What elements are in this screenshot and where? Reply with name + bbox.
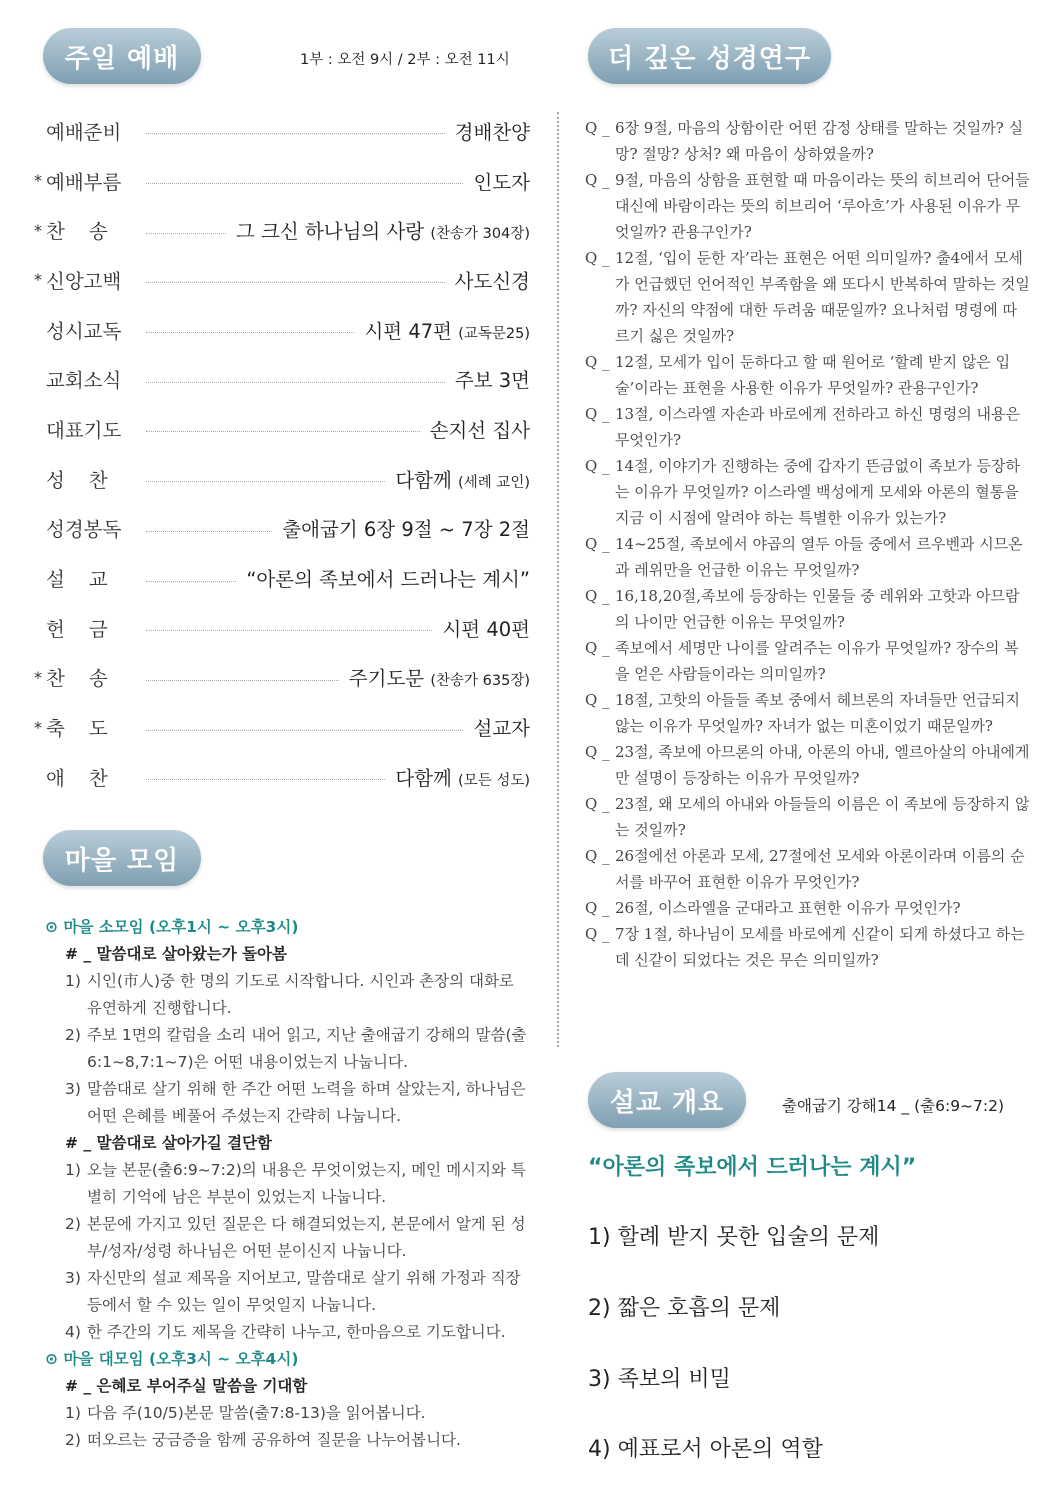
question-marker: Q _ [585, 847, 610, 865]
item-text: 자신만의 설교 제목을 지어보고, 말씀대로 살기 위해 가정과 직장 등에서 할 수 있는 일이 무엇일지 나눕니다. [87, 1269, 521, 1314]
worship-item-value [455, 266, 530, 294]
worship-item-note: (찬송가 304장) [430, 226, 530, 243]
required-star: * [34, 270, 42, 290]
worship-order-row [30, 305, 530, 355]
question-text: 26절에선 아론과 모세, 27절에선 모세와 아론이라며 이름의 순서를 바꾸어 표현한 이유가 무엇인가? [615, 847, 1025, 891]
study-question [585, 687, 1030, 739]
worship-order-row [30, 504, 530, 554]
dotted-leader [146, 581, 236, 582]
small-group-sec2: # _ 말씀대로 살아가길 결단함 [65, 1134, 273, 1152]
worship-item-value [430, 415, 530, 443]
worship-item-note: (교독문25) [458, 325, 530, 342]
question-text: 23절, 족보에 아므론의 아내, 아론의 아내, 엘르아살의 아내에게만 설명이 등장하는 이유가 무엇일까? [615, 743, 1030, 787]
item-number: 1) [65, 1404, 81, 1422]
study-question [585, 843, 1030, 895]
worship-item-main: 손지선 집사 [429, 418, 530, 442]
sermon-point: 1) 할례 받지 못한 입술의 문제 [588, 1225, 880, 1250]
question-text: 12절, 모세가 입이 둔하다고 할 때 원어로 ‘할례 받지 않은 입술’이라는 표현을 사용한 이유가 무엇일까? 관용구인가? [615, 353, 1011, 397]
large-group-heading: ⊙ 마을 대모임 (오후3시 ~ 오후4시) [45, 1350, 299, 1368]
worship-item-label: 헌금 [46, 617, 132, 641]
worship-order-row [30, 752, 530, 802]
worship-order-row [30, 205, 530, 255]
question-marker: Q _ [585, 925, 610, 943]
worship-item-value [246, 564, 530, 592]
sermon-point: 4) 예표로서 아론의 역할 [588, 1437, 823, 1462]
dotted-leader [146, 332, 354, 333]
sermon-header: 설교 개요 [588, 1072, 746, 1128]
worship-item-label: 설교 [46, 568, 132, 592]
item-number: 1) [65, 1161, 81, 1179]
worship-item-label: 성경봉독 [46, 518, 122, 542]
item-number: 1) [65, 972, 81, 990]
study-question [585, 401, 1030, 453]
question-marker: Q _ [585, 535, 610, 553]
worship-item-main: 사도신경 [454, 269, 530, 293]
study-question [585, 167, 1030, 245]
worship-order-row [30, 454, 530, 504]
village-list-item [45, 1265, 530, 1319]
study-question [585, 635, 1030, 687]
worship-item-main: 설교자 [473, 717, 530, 741]
worship-item-label: 찬송 [46, 667, 132, 691]
required-star: * [34, 717, 42, 737]
worship-item-note: (세례 교인) [458, 474, 530, 491]
worship-item-label: 축도 [46, 717, 132, 741]
village-header: 마을 모임 [43, 830, 201, 886]
study-header: 더 깊은 성경연구 [588, 28, 831, 84]
item-number: 2) [65, 1215, 81, 1233]
worship-order-row [30, 603, 530, 653]
dotted-leader [146, 183, 463, 184]
worship-item-main: “아론의 족보에서 드러나는 계시” [246, 568, 530, 592]
dotted-leader [146, 431, 420, 432]
worship-item-value [236, 216, 530, 244]
item-text: 떠오르는 궁금증을 함께 공유하여 질문을 나누어봅니다. [87, 1431, 461, 1449]
study-question [585, 115, 1030, 167]
large-group-sec: # _ 은혜로 부어주실 말씀을 기대함 [65, 1377, 308, 1395]
study-question [585, 921, 1030, 973]
item-number: 2) [65, 1431, 81, 1449]
worship-order-row [30, 354, 530, 404]
worship-item-value [395, 465, 530, 493]
worship-item-label: 찬송 [46, 220, 132, 244]
worship-item-value [395, 763, 530, 791]
worship-order-row [30, 156, 530, 206]
item-text: 주보 1면의 칼럼을 소리 내어 읽고, 지난 출애굽기 강해의 말씀(출6:1~8,7:1~7)은 어떤 내용이었는지 나눕니다. [87, 1026, 527, 1071]
question-marker: Q _ [585, 795, 610, 813]
study-question [585, 453, 1030, 531]
question-text: 13절, 이스라엘 자손과 바로에게 전하라고 하신 명령의 내용은 무엇인가? [615, 405, 1020, 449]
question-marker: Q _ [585, 639, 610, 657]
worship-item-label: 신앙고백 [46, 269, 122, 293]
small-group-heading: ⊙ 마을 소모임 (오후1시 ~ 오후3시) [45, 918, 299, 936]
worship-item-note: (찬송가 635장) [430, 673, 530, 690]
question-marker: Q _ [585, 691, 610, 709]
question-text: 7장 1절, 하나님이 모세를 바로에게 신같이 되게 하셨다고 하는데 신같이 되었다는 것은 무슨 의미일까? [615, 925, 1025, 969]
worship-item-value [282, 514, 530, 542]
worship-item-label: 교회소식 [46, 369, 122, 393]
item-number: 3) [65, 1269, 81, 1287]
worship-item-label: 대표기도 [46, 418, 122, 442]
question-marker: Q _ [585, 457, 610, 475]
question-marker: Q _ [585, 899, 610, 917]
worship-item-value [455, 365, 530, 393]
sermon-reference: 출애굽기 강해14 _ (출6:9~7:2) [782, 1097, 1005, 1115]
item-text: 시인(市人)중 한 명의 기도로 시작합니다. 시인과 촌장의 대화로 유연하게 진행합니다. [87, 972, 514, 1017]
item-number: 2) [65, 1026, 81, 1044]
dotted-leader [146, 630, 432, 631]
question-marker: Q _ [585, 249, 610, 267]
worship-item-main: 그 크신 하나님의 사랑 [236, 220, 425, 244]
village-list-item [45, 968, 530, 1022]
worship-item-value [364, 316, 530, 344]
dotted-leader [146, 133, 445, 134]
village-list-item [45, 1211, 530, 1265]
village-list-item [45, 1319, 530, 1346]
question-text: 9절, 마음의 상함을 표현할 때 마음이라는 뜻의 히브리어 단어들 대신에 바람이라는 뜻의 히브리어 ‘루아흐’가 사용된 이유가 무엇일까? 관용구인가? [615, 171, 1030, 241]
worship-order-row [30, 553, 530, 603]
worship-header: 주일 예배 [43, 28, 201, 84]
question-marker: Q _ [585, 587, 610, 605]
sermon-point: 3) 족보의 비밀 [588, 1367, 731, 1392]
item-text: 다음 주(10/5)본문 말씀(출7:8-13)을 읽어봅니다. [87, 1404, 426, 1422]
worship-item-note: (모든 성도) [458, 772, 530, 789]
column-divider [557, 112, 559, 1047]
worship-item-main: 시편 47편 [364, 319, 452, 343]
village-list-item [45, 1076, 530, 1130]
study-questions [585, 115, 1030, 973]
village-list-item [45, 1400, 530, 1427]
question-marker: Q _ [585, 353, 610, 371]
dotted-leader [146, 531, 272, 532]
item-text: 말씀대로 살기 위해 한 주간 어떤 노력을 하며 살았는지, 하나님은 어떤 은혜를 베풀어 주셨는지 간략히 나눕니다. [87, 1080, 526, 1125]
question-marker: Q _ [585, 171, 610, 189]
question-marker: Q _ [585, 119, 610, 137]
study-question [585, 791, 1030, 843]
question-text: 족보에서 세명만 나이를 알려주는 이유가 무엇일까? 장수의 복을 얻은 사람들이라는 의미일까? [615, 639, 1019, 683]
dotted-leader [146, 730, 463, 731]
question-text: 18절, 고핫의 아들들 족보 중에서 헤브론의 자녀들만 언급되지 않는 이유가 무엇일까? 자녀가 없는 미혼이었기 때문일까? [615, 691, 1020, 735]
question-text: 6장 9절, 마음의 상함이란 어떤 감정 상태를 말하는 것일까? 실망? 절망? 상처? 왜 마음이 상하였을까? [615, 119, 1024, 163]
worship-item-main: 다함께 [395, 468, 452, 492]
item-text: 오늘 본문(출6:9~7:2)의 내용은 무엇이었는지, 메인 메시지와 특별히 기억에 남은 부분이 있었는지 나눕니다. [87, 1161, 526, 1206]
worship-schedule: 1부 : 오전 9시 / 2부 : 오전 11시 [300, 52, 510, 68]
village-list-item [45, 1022, 530, 1076]
worship-order-row [30, 653, 530, 703]
worship-item-main: 다함께 [395, 766, 452, 790]
worship-item-main: 주기도문 [348, 667, 425, 691]
worship-item-main: 시편 40편 [442, 617, 530, 641]
small-group-sec1: # _ 말씀대로 살아왔는가 돌아봄 [65, 945, 287, 963]
worship-item-label: 성시교독 [46, 319, 122, 343]
required-star: * [34, 171, 42, 191]
village-list-item [45, 1427, 530, 1454]
worship-item-label: 예배부름 [46, 170, 122, 194]
worship-item-value [473, 167, 530, 195]
worship-item-main: 경배찬양 [454, 120, 530, 144]
question-text: 23절, 왜 모세의 아내와 아들들의 이름은 이 족보에 등장하지 않는 것일까? [615, 795, 1030, 839]
worship-order-row [30, 404, 530, 454]
dotted-leader [146, 233, 226, 234]
worship-item-label: 예배준비 [46, 120, 122, 144]
worship-item-value [349, 663, 530, 691]
worship-item-label: 성찬 [46, 468, 132, 492]
village-section [45, 914, 530, 1454]
study-question [585, 349, 1030, 401]
sermon-headline: “아론의 족보에서 드러나는 계시” [588, 1155, 917, 1180]
question-text: 26절, 이스라엘을 군대라고 표현한 이유가 무엇인가? [615, 899, 961, 917]
dotted-leader [146, 680, 339, 681]
worship-item-main: 출애굽기 6장 9절 ~ 7장 2절 [282, 518, 530, 542]
question-marker: Q _ [585, 405, 610, 423]
study-question [585, 583, 1030, 635]
item-number: 3) [65, 1080, 81, 1098]
study-question [585, 739, 1030, 791]
study-question [585, 895, 1030, 921]
question-text: 14~25절, 족보에서 야곱의 열두 아들 중에서 르우벤과 시므온과 레위만을 언급한 이유는 무엇일까? [615, 535, 1023, 579]
dotted-leader [146, 282, 445, 283]
worship-item-main: 주보 3면 [454, 369, 530, 393]
dotted-leader [146, 382, 445, 383]
dotted-leader [146, 481, 385, 482]
required-star: * [34, 667, 42, 687]
worship-order [30, 106, 530, 802]
village-list-item [45, 1157, 530, 1211]
worship-order-row [30, 702, 530, 752]
study-question [585, 245, 1030, 349]
worship-order-row [30, 255, 530, 305]
sermon-point: 2) 짧은 호흡의 문제 [588, 1296, 781, 1321]
dotted-leader [146, 779, 385, 780]
item-number: 4) [65, 1323, 81, 1341]
question-marker: Q _ [585, 743, 610, 761]
worship-item-label: 애찬 [46, 766, 132, 790]
worship-item-value [455, 117, 530, 145]
worship-item-value [442, 614, 530, 642]
worship-item-value [473, 713, 530, 741]
item-text: 본문에 가지고 있던 질문은 다 해결되었는지, 본문에서 알게 된 성부/성자/성령 하나님은 어떤 분이신지 나눕니다. [87, 1215, 526, 1260]
study-question [585, 531, 1030, 583]
question-text: 14절, 이야기가 진행하는 중에 갑자기 뜬금없이 족보가 등장하는 이유가 무엇일까? 이스라엘 백성에게 모세와 아론의 혈통을 지금 이 시점에 알려야 하는 특별한 이유가 있는가? [615, 457, 1020, 527]
question-text: 12절, ‘입이 둔한 자’라는 표현은 어떤 의미일까? 출4에서 모세가 언급했던 언어적인 부족함을 왜 또다시 반복하여 말하는 것일까? 자신의 약점에 대한 두려움 때문일까? 요나처럼 명령에 따르기 싫은 것일까? [615, 249, 1030, 345]
worship-item-main: 인도자 [473, 170, 530, 194]
item-text: 한 주간의 기도 제목을 간략히 나누고, 한마음으로 기도합니다. [87, 1323, 506, 1341]
required-star: * [34, 220, 42, 240]
question-text: 16,18,20절,족보에 등장하는 인물들 중 레위와 고핫과 아므람의 나이만 언급한 이유는 무엇일까? [615, 587, 1020, 631]
worship-order-row [30, 106, 530, 156]
